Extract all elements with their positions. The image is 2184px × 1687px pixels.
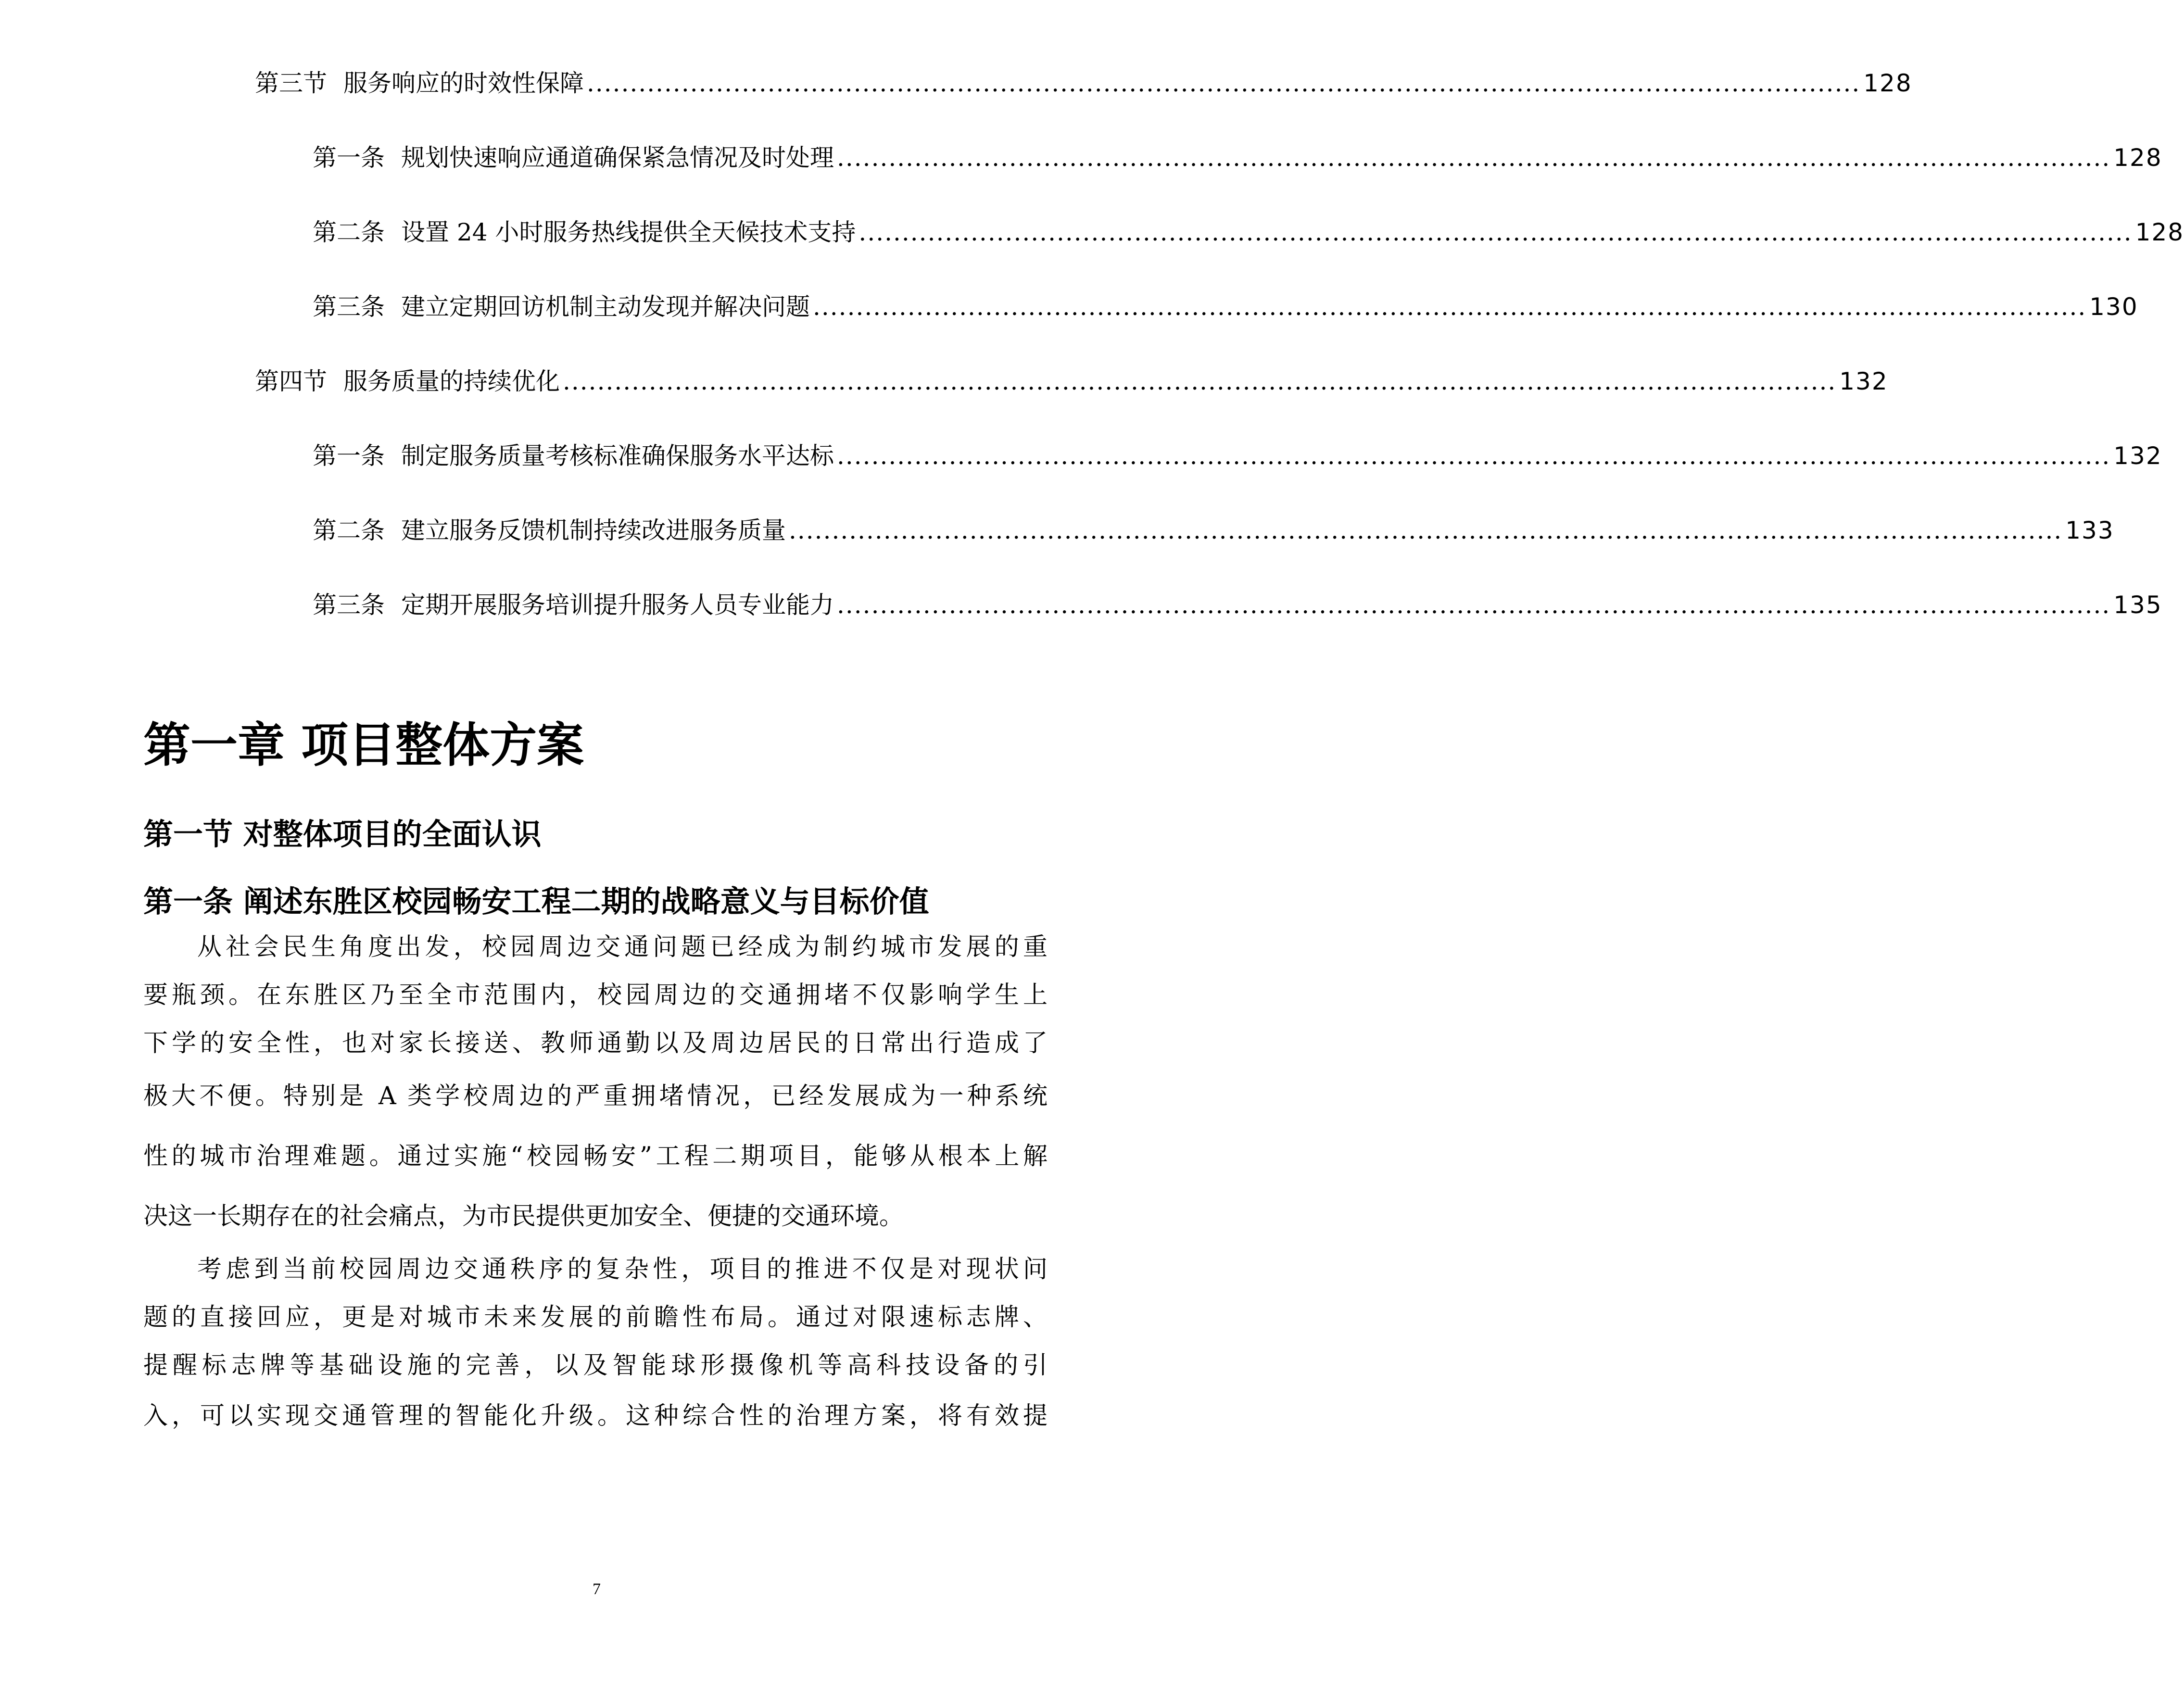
toc-leader-dots: .................................................................................................................................................... [837,144,2111,172]
article-title: 第一条 阐述东胜区校园畅安工程二期的战略意义与目标价值 [143,884,929,919]
toc-entry-label: 第一条 [313,442,385,470]
toc-entry-title: 设置 24 小时服务热线提供全天候技术支持 [401,218,856,246]
toc-leader-dots: .................................................................................................................................................... [837,442,2111,470]
toc-entry[interactable] [313,288,2138,326]
paragraph-line: 提醒标志牌等基础设施的完善，以及智能球形摄像机等高科技设备的引 [143,1351,1048,1380]
toc-entry-title: 规划快速响应通道确保紧急情况及时处理 [401,144,834,172]
toc-entry-page: 128 [2113,144,2162,172]
toc-entry-title: 定期开展服务培训提升服务人员专业能力 [401,591,834,619]
toc-entry[interactable] [313,138,2162,177]
toc-leader-dots: .................................................................................................................................................... [858,218,2133,246]
toc-entry-page: 128 [2135,218,2184,246]
toc-leader-dots: .................................................................................................................................................... [813,293,2087,321]
toc-entry-label: 第二条 [313,516,385,544]
paragraph-line: 极大不便。特别是 A 类学校周边的严重拥堵情况，已经发展成为一种系统 [143,1082,1048,1110]
toc-entry-label: 第一条 [313,144,385,172]
toc-entry-page: 132 [2113,442,2162,470]
paragraph-line: 要瓶颈。在东胜区乃至全市范围内，校园周边的交通拥堵不仅影响学生上 [143,981,1048,1009]
toc-entry-page: 130 [2089,293,2138,321]
toc-entry-title: 建立服务反馈机制持续改进服务质量 [401,516,786,544]
toc-entry-label: 第四节 [255,367,327,395]
section-title: 第一节 对整体项目的全面认识 [143,817,542,852]
toc-entry-title: 服务响应的时效性保障 [343,69,584,97]
paragraph-line: 题的直接回应，更是对城市未来发展的前瞻性布局。通过对限速标志牌、 [143,1303,1048,1332]
toc-entry[interactable] [313,511,2114,550]
toc-entry-label: 第三条 [313,591,385,619]
toc-entry-title: 制定服务质量考核标准确保服务水平达标 [401,442,834,470]
toc-entry[interactable] [313,586,2162,624]
toc-entry[interactable] [255,362,1888,401]
toc-entry-title: 服务质量的持续优化 [343,367,560,395]
paragraph-line: 决这一长期存在的社会痛点，为市民提供更加安全、便捷的交通环境。 [143,1202,904,1231]
paragraph-line: 下学的安全性，也对家长接送、教师通勤以及周边居民的日常出行造成了 [143,1029,1048,1058]
paragraph-line: 从社会民生角度出发，校园周边交通问题已经成为制约城市发展的重 [197,933,1048,961]
toc-leader-dots: .................................................................................................................................................... [789,516,2063,544]
toc-entry-page: 133 [2065,516,2114,544]
toc-entry-page: 132 [1839,367,1888,395]
toc-entry-label: 第二条 [313,218,385,246]
toc-leader-dots: .................................................................................................................................................... [587,69,1861,97]
toc-entry-page: 135 [2113,591,2162,619]
toc-entry-title: 建立定期回访机制主动发现并解决问题 [401,293,810,321]
toc-entry-page: 128 [1863,69,1912,97]
toc-entry-label: 第三节 [255,69,327,97]
paragraph-line: 入，可以实现交通管理的智能化升级。这种综合性的治理方案，将有效提 [143,1402,1048,1430]
page-number: 7 [593,1580,601,1598]
toc-entry[interactable] [255,64,1912,102]
toc-leader-dots: .................................................................................................................................................... [837,591,2111,619]
paragraph-line: 考虑到当前校园周边交通秩序的复杂性，项目的推进不仅是对现状问 [197,1255,1048,1284]
toc-entry[interactable] [313,213,2184,252]
toc-leader-dots: .................................................................................................................................................... [563,367,1837,395]
toc-entry-label: 第三条 [313,293,385,321]
paragraph-line: 性的城市治理难题。通过实施“校园畅安”工程二期项目，能够从根本上解 [143,1142,1048,1171]
toc-entry[interactable] [313,437,2162,475]
chapter-title: 第一章 项目整体方案 [143,718,584,773]
